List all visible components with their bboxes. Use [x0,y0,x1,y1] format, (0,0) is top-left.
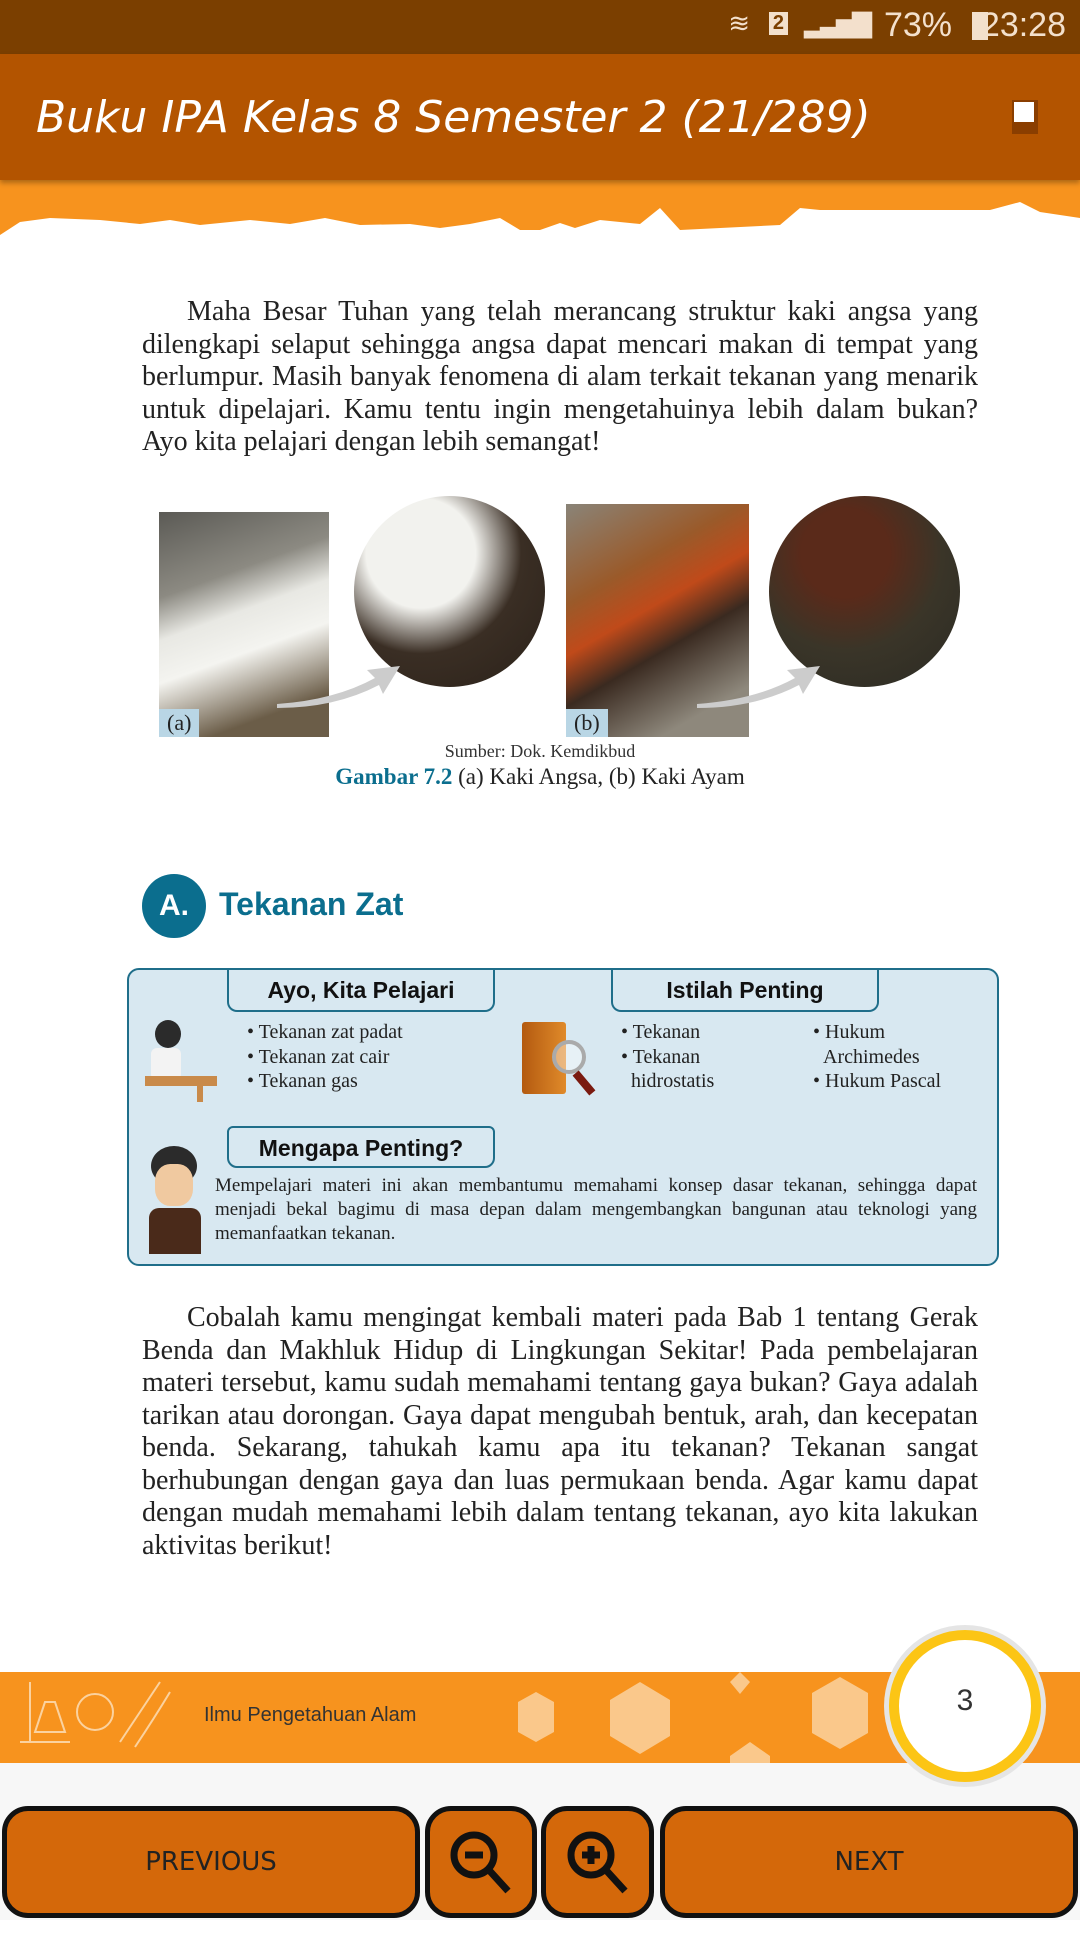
page-header-wave [0,180,1080,240]
istilah-list-2 [813,1020,941,1094]
previous-button[interactable]: PREVIOUS [2,1806,420,1918]
status-bar [0,0,1080,54]
battery-percent: 73% [883,6,952,44]
wifi-icon: ≋ [728,8,750,38]
teacher-icon [141,1146,203,1256]
ayo-item: • Tekanan zat cair [247,1045,390,1068]
next-button[interactable]: NEXT [660,1806,1078,1918]
book-title: Buku IPA Kelas 8 Semester 2 (21/289) [36,92,871,143]
zoom-in-button[interactable] [541,1806,654,1918]
intro-text: Maha Besar Tuhan yang telah merancang struktur kaki angsa yang dilengkapi selaput sehingga angsa dapat mencari makan di tempat yang berlumpur. Masih banyak fenomena di alam terkait tekanan yang menarik untuk dipelajari. Kamu tentu ingin mengetahuinya lebih dalam bukan? Ayo kita pelajari dengan lebih semangat! [142,296,978,457]
istilah-item: Archimedes [813,1045,920,1068]
istilah-title: Istilah Penting [611,970,879,1012]
mengapa-text: Mempelajari materi ini akan membantumu memahami konsep dasar tekanan, sehingga dapat menjadi bekal bagimu di masa depan dalam mengembangkan bangunan atau teknologi yang memanfaatkan tekanan. [215,1175,977,1244]
zoom-out-button[interactable] [425,1806,537,1918]
body-paragraph [142,1302,978,1562]
goose-foot-closeup [354,496,545,687]
istilah-item: hidrostatis [621,1070,715,1092]
arrow-icon [695,660,825,710]
zoom-out-icon [446,1827,516,1897]
figure-caption [0,764,1080,790]
page-number: 3 [956,1684,974,1717]
istilah-item: • Tekanan [621,1021,701,1043]
section-title: Tekanan Zat [219,886,404,922]
sim-badge: 2 [769,12,788,35]
clock: 23:28 [980,6,1066,44]
chicken-foot-closeup [769,496,960,687]
figure-source: Sumber: Dok. Kemdikbud [444,741,636,761]
mengapa-title: Mengapa Penting? [227,1126,495,1168]
istilah-item: • Tekanan [621,1045,701,1068]
learning-info-box [127,968,999,1266]
istilah-item: • Hukum Pascal [813,1070,942,1092]
ayo-list [247,1020,403,1094]
menu-icon[interactable] [1012,100,1038,134]
signal-icon: ▂▃▅▇ [804,8,868,38]
figure-caption-text: (a) Kaki Angsa, (b) Kaki Ayam [452,764,745,789]
istilah-list-1 [621,1020,714,1094]
figure-label-b: (b) [566,709,608,737]
ayo-title: Ayo, Kita Pelajari [227,970,495,1012]
page-number-badge [889,1630,1041,1782]
section-letter-badge: A. [142,874,206,938]
subject-label: Ilmu Pengetahuan Alam [204,1704,417,1726]
student-reading-icon [145,1020,217,1102]
figure-label-a: (a) [159,709,199,737]
ayo-item: • Tekanan zat padat [247,1021,403,1043]
ayo-item: • Tekanan gas [247,1070,358,1092]
book-magnifier-icon [522,1022,602,1096]
zoom-in-icon [563,1827,633,1897]
figure-number: Gambar 7.2 [335,764,453,789]
istilah-item: • Hukum [813,1021,886,1043]
body-text: Cobalah kamu mengingat kembali materi pada Bab 1 tentang Gerak Benda dan Makhluk Hidup di Lingkungan Sekitar! Pada pembelajaran materi tersebut, kamu sudah memahami tentang gaya bukan? Gaya adalah tarikan atau dorongan. Gaya dapat mengubah bentuk, arah, dan kecepatan benda. Sekarang, tahukah kamu apa itu tekanan? Tekanan sangat berhubungan dengan gaya dan luas permukaan benda. Agar kamu dapat dengan mudah memahami lebih dalam tentang tekanan, ayo kita lakukan aktivitas berikut! [142,1302,978,1561]
intro-paragraph [142,296,978,459]
app-bar [0,54,1080,180]
arrow-icon [275,660,405,710]
